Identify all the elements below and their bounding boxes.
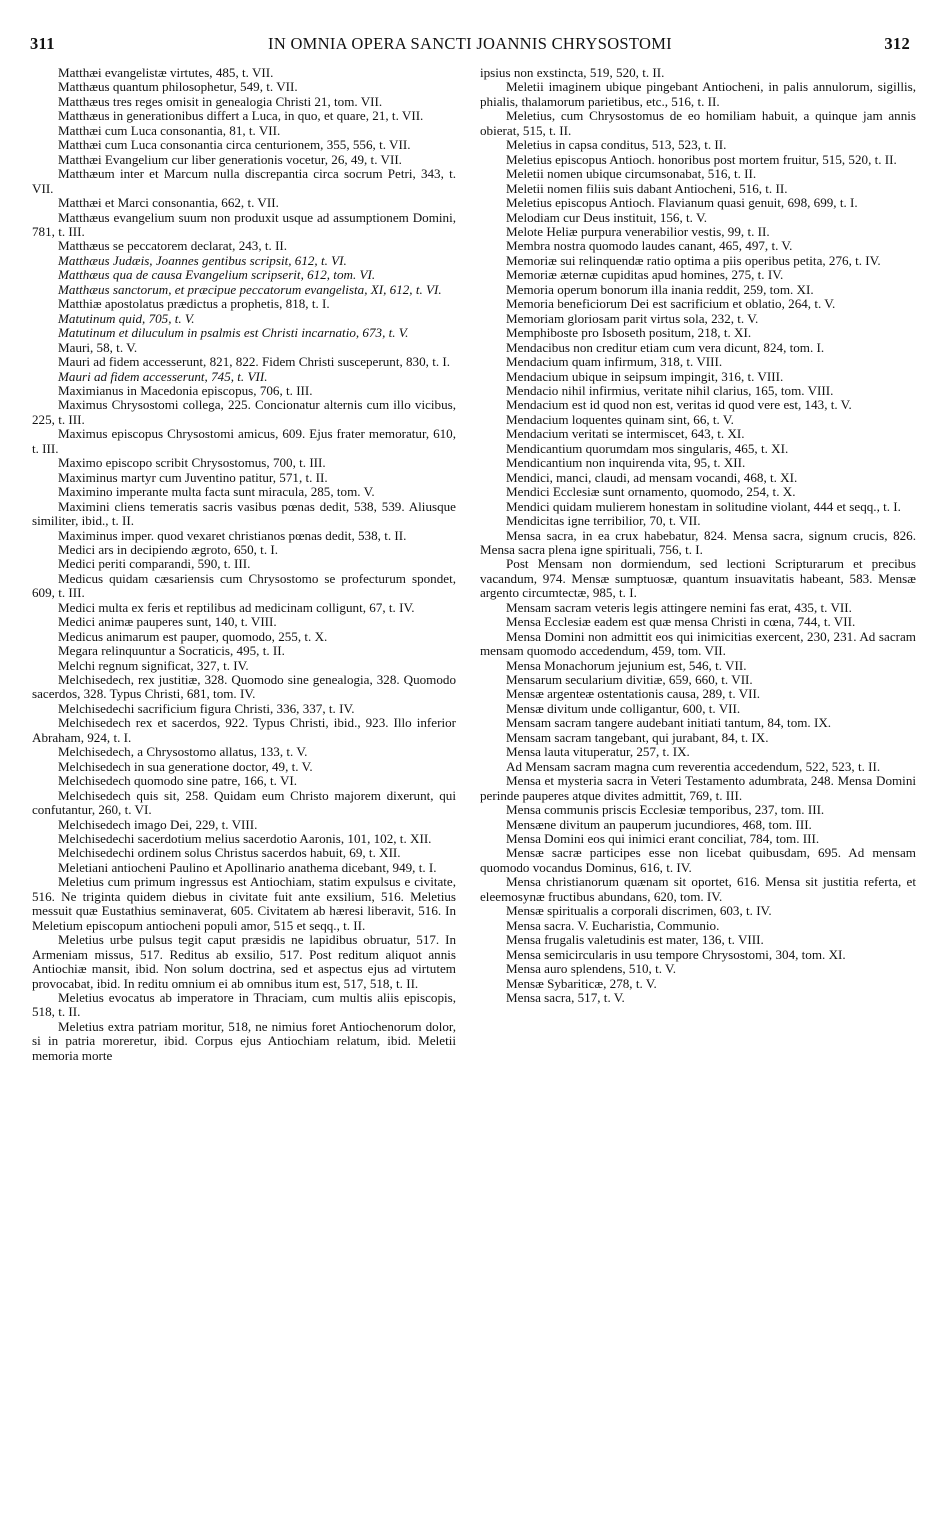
index-entry: Maximianus in Macedonia episcopus, 706, t. III. (58, 382, 313, 398)
index-entry: Mendicantium non inquirenda vita, 95, t. XII. (506, 455, 746, 471)
index-entry: Mensa semicircularis in usu tempore Chrysostomi, 304, tom. XI. (506, 946, 846, 962)
index-entry: Memoriam gloriosam parit virtus sola, 232, t. V. (506, 310, 759, 326)
index-entry: Melchisedech, rex justitiæ, 328. Quomodo sine genealogia, 328. Quomodo sacerdos, 328. Typus Christi, 681, tom. IV. (32, 672, 456, 702)
index-entry: Matutinum quid, 705, t. V. (58, 310, 195, 326)
index-entry: Matthæus sanctorum, et præcipue peccatorum evangelista, XI, 612, t. VI. (58, 281, 442, 297)
index-entry: Mauri, 58, t. V. (58, 339, 138, 355)
right-column (480, 66, 916, 1526)
index-entry: Meletii nomen filiis suis dabant Antiocheni, 516, t. II. (506, 180, 788, 196)
index-entry: Memoriæ æternæ cupiditas apud homines, 275, t. IV. (506, 267, 784, 283)
index-entry: Mendacio nihil infirmius, veritate nihil clarius, 165, tom. VIII. (506, 382, 834, 398)
index-entry: Mensæ argenteæ ostentationis causa, 289, t. VII. (506, 686, 761, 702)
index-entry: Memphiboste pro Isboseth positum, 218, t. XI. (506, 325, 752, 341)
index-entry: Melchisedech, a Chrysostomo allatus, 133, t. V. (58, 744, 308, 760)
index-entry: Mensa Domini non admittit eos qui inimicitias exercent, 230, 231. Ad sacram mensam quomodo accedendum, 459, tom. VII. (480, 628, 916, 659)
index-entry: Maximo episcopo scribit Chrysostomus, 700, t. III. (58, 455, 326, 471)
index-entry: Melchisedechi sacerdotium melius sacerdotio Aaronis, 101, 102, t. XII. (58, 831, 432, 847)
index-entry: Melodiam cur Deus instituit, 156, t. V. (506, 209, 708, 225)
index-entry: Medici ars in decipiendo ægroto, 650, t. I. (58, 541, 279, 557)
index-entry: Meletii nomen ubique circumsonabat, 516, t. II. (506, 166, 757, 182)
index-entry: Melchisedech quis sit, 258. Quidam eum Christo majorem dixerunt, qui confutantur, 260, t. VI. (32, 787, 456, 818)
index-entry: Mauri ad fidem accesserunt, 745, t. VII. (58, 368, 268, 384)
index-entry: Maximus episcopus Chrysostomi amicus, 609. Ejus frater memoratur, 610, t. III. (32, 426, 456, 456)
left-column (32, 66, 456, 1526)
index-entry: Mensam sacram tangere audebant initiati tantum, 84, tom. IX. (506, 715, 832, 731)
index-entry: Membra nostra quomodo laudes canant, 465, 497, t. V. (506, 238, 793, 254)
index-entry: Matthæus in generationibus differt a Luca, in quo, et quare, 21, t. VII. (58, 108, 424, 124)
index-entry: Mensæ Sybariticæ, 278, t. V. (506, 975, 657, 991)
index-entry: Melchisedechi sacrificium figura Christi, 336, 337, t. IV. (58, 700, 355, 716)
index-entry: Medici animæ pauperes sunt, 140, t. VIII. (58, 614, 277, 630)
index-entry: Matthæi cum Luca consonantia, 81, t. VII. (58, 122, 281, 138)
index-entry: Matthæi cum Luca consonantia circa centurionem, 355, 556, t. VII. (58, 137, 411, 153)
index-entry: Memoria beneficiorum Dei est sacrificium et oblatio, 264, t. V. (506, 296, 836, 312)
index-entry: Matthiæ apostolatus prædictus a prophetis, 818, t. I. (58, 296, 330, 312)
index-entry: Mensæ divitum unde colligantur, 600, t. VII. (506, 700, 741, 716)
index-entry: Meletii imaginem ubique pingebant Antiocheni, in palis annulorum, sigillis, phialis, thalamorum parietibus, etc., 516, t. II. (480, 79, 916, 109)
index-entry: Mendici Ecclesiæ sunt ornamento, quomodo, 254, t. X. (506, 484, 796, 500)
index-entry: Mensa Ecclesiæ eadem est quæ mensa Christi in cœna, 744, t. VII. (506, 614, 856, 630)
index-entry: Mendacium est id quod non est, veritas id quod vere est, 143, t. V. (506, 397, 852, 413)
index-entry: Mensa Monachorum jejunium est, 546, t. VII. (506, 657, 747, 673)
index-entry: ipsius non exstincta, 519, 520, t. II. (480, 66, 665, 80)
index-entry: Mensa Domini eos qui inimici erant conciliat, 784, tom. III. (506, 831, 820, 847)
index-entry: Mendacium veritati se intermiscet, 643, t. XI. (506, 426, 745, 442)
index-entry: Meletius episcopus Antioch. honoribus post mortem fruitur, 515, 520, t. II. (506, 151, 897, 167)
index-entry: Matthæus Judæis, Joannes gentibus scripsit, 612, t. VI. (58, 252, 347, 268)
index-entry: Post Mensam non dormiendum, sed lectioni Scripturarum et precibus vacandum, 974. Mensæ sumptuosæ, quantum insuavitatis habeant, 583. Mensæ argento circumtectæ, 985, t. I. (480, 556, 916, 601)
index-entry: Mensæ spiritualis a corporali discrimen, 603, t. IV. (506, 903, 772, 919)
index-entry: Melchisedech quomodo sine patre, 166, t. VI. (58, 773, 298, 789)
index-entry: Maximino imperante multa facta sunt miracula, 285, tom. V. (58, 484, 375, 500)
index-entry: Mendicitas igne terribilior, 70, t. VII. (506, 513, 701, 529)
index-entry: Maximinus martyr cum Juventino patitur, 571, t. II. (58, 469, 328, 485)
index-entry: Mendici quidam mulierem honestam in solitudine violant, 444 et seqq., t. I. (506, 498, 901, 514)
index-entry: Meletius urbe pulsus tegit caput præsidis ne lapidibus obruatur, 517. In Armeniam missus, 517. Reditus ab exsilio, 517. Post reditum aliquot annis Antiochiæ mansit, ibid. Non solum doctrina, sed et aspectus ejus ad virtutem provocabat, ibid. In reditu omnium ei ab omnibus itum est, 517, 518, t. II. (32, 932, 456, 991)
index-entry: Meletius, cum Chrysostomus de eo homiliam habuit, a quinque jam annis obierat, 515, t. II. (480, 108, 916, 138)
index-entry: Matthæi Evangelium cur liber generationis vocetur, 26, 49, t. VII. (58, 151, 402, 167)
index-entry: Mensa frugalis valetudinis est mater, 136, t. VIII. (506, 932, 764, 948)
index-entry: Melchisedech rex et sacerdos, 922. Typus Christi, ibid., 923. Illo inferior Abraham, 924, t. I. (32, 715, 456, 745)
index-entry: Matthæus qua de causa Evangelium scripserit, 612, tom. VI. (58, 267, 376, 283)
index-entry: Mensa sacra, in ea crux habebatur, 824. Mensa sacra, signum crucis, 826. Mensa sacra plena igne spirituali, 756, t. I. (480, 527, 916, 557)
index-entry: Medicus animarum est pauper, quomodo, 255, t. X. (58, 628, 328, 644)
index-entry: Medici periti comparandi, 590, t. III. (58, 556, 251, 572)
index-entry: Maximinus imper. quod vexaret christianos pœnas dedit, 538, t. II. (58, 527, 407, 543)
index-entry: Matthæus evangelium suum non produxit usque ad assumptionem Domini, 781, t. III. (32, 209, 456, 239)
index-entry: Melote Heliæ purpura venerabilior vestis, 99, t. II. (506, 223, 770, 239)
index-entry: Meletius evocatus ab imperatore in Thraciam, cum multis aliis episcopis, 518, t. II. (32, 990, 456, 1020)
index-entry: Melchisedechi ordinem solus Christus sacerdos habuit, 69, t. XII. (58, 845, 401, 861)
index-entry: Matthæi evangelistæ virtutes, 485, t. VII. (58, 66, 274, 80)
index-entry: Matthæus quantum philosophetur, 549, t. VII. (58, 79, 298, 95)
index-entry: Medicus quidam cæsariensis cum Chrysostomo se profecturum spondet, 609, t. III. (32, 570, 456, 601)
index-entry: Mendicantium quorumdam mos singularis, 465, t. XI. (506, 440, 789, 456)
index-entry: Melchisedech imago Dei, 229, t. VIII. (58, 816, 258, 832)
index-entry: Maximini cliens temeratis sacris vasibus pœnas dedit, 538, 539. Aliusque similiter, ibid., t. II. (32, 498, 456, 529)
index-entry: Mensa communis priscis Ecclesiæ temporibus, 237, tom. III. (506, 802, 825, 818)
index-entry: Mensa sacra, 517, t. V. (506, 990, 625, 1005)
index-entry: Ad Mensam sacram magna cum reverentia accedendum, 522, 523, t. II. (506, 758, 881, 774)
index-entry: Matthæus tres reges omisit in genealogia Christi 21, tom. VII. (58, 93, 383, 109)
index-entry: Mensa christianorum quænam sit oportet, 616. Mensa sit justitia referta, et eleemosynæ fructibus abundans, 620, tom. IV. (480, 874, 916, 904)
index-entry: Mensæ sacræ participes esse non licebat quibusdam, 695. Ad mensam quomodo vocandus Dominus, 616, t. IV. (480, 845, 916, 875)
index-entry: Mendacium quam infirmum, 318, t. VIII. (506, 354, 723, 370)
index-entry: Matthæus se peccatorem declarat, 243, t. II. (58, 238, 288, 254)
index-entry: Mensam sacram veteris legis attingere nemini fas erat, 435, t. VII. (506, 599, 852, 615)
index-entry: Mendacibus non creditur etiam cum vera dicunt, 824, tom. I. (506, 339, 825, 355)
index-entry: Megara relinquuntur a Socraticis, 495, t. II. (58, 643, 285, 659)
index-entry: Meletiani antiocheni Paulino et Apollinario anathema dicebant, 949, t. I. (58, 859, 437, 875)
index-entry: Mensa sacra. V. Eucharistia, Communio. (506, 917, 720, 933)
index-entry: Meletius episcopus Antioch. Flavianum quasi genuit, 698, 699, t. I. (506, 195, 858, 211)
index-entry: Meletius extra patriam moritur, 518, ne nimius foret Antiochenorum dolor, si in patria moreretur, ibid. Corpus ejus Antiochiam relatum, ibid. Meletii memoria morte (32, 1018, 456, 1063)
page-header (30, 34, 910, 58)
index-entry: Memoriæ sui relinquendæ ratio optima a piis operibus petita, 276, t. IV. (506, 252, 881, 268)
index-entry: Mendacium ubique in seipsum impingit, 316, t. VIII. (506, 368, 784, 384)
index-entry: Matthæum inter et Marcum nulla discrepantia circa socrum Petri, 343, t. VII. (32, 166, 456, 196)
index-entry: Medici multa ex feris et reptilibus ad medicinam colligunt, 67, t. IV. (58, 599, 415, 615)
running-title: IN OMNIA OPERA SANCTI JOANNIS CHRYSOSTOMI (268, 34, 672, 53)
index-entry: Mensa lauta vituperatur, 257, t. IX. (506, 744, 690, 760)
index-entry: Mauri ad fidem accesserunt, 821, 822. Fidem Christi susceperunt, 830, t. I. (58, 354, 451, 370)
index-entry: Mendacium loquentes quinam sint, 66, t. V. (506, 411, 734, 427)
index-entry: Mendici, manci, claudi, ad mensam vocandi, 468, t. XI. (506, 469, 798, 485)
index-entry: Meletius cum primum ingressus est Antiochiam, statim expulsus e civitate, 516. Ne triginta quidem diebus in civitate fuit ante exsilium, 516. Meletius messuit quæ Eustathius seminaverat, 605. Civitatem ab hæresi liberavit, 516. In Meletium episcopum antiocheni populi amor, 515 et seqq., t. II. (32, 874, 456, 933)
index-entry: Matthæi et Marci consonantia, 662, t. VII. (58, 195, 279, 211)
index-entry: Memoria operum bonorum illa inania reddit, 259, tom. XI. (506, 281, 814, 297)
index-entry: Mensa et mysteria sacra in Veteri Testamento adumbrata, 248. Mensa Domini perinde pauperes atque divites admittit, 769, t. III. (480, 773, 916, 803)
index-entry: Mensæne divitum an pauperum jucundiores, 468, tom. III. (506, 816, 812, 832)
page-number-right: 312 (884, 34, 910, 53)
index-entry: Maximus Chrysostomi collega, 225. Concionatur alternis cum illo vicibus, 225, t. III. (32, 397, 456, 427)
index-entry: Mensarum secularium divitiæ, 659, 660, t. VII. (506, 672, 753, 688)
index-entry: Matutinum et diluculum in psalmis est Christi incarnatio, 673, t. V. (58, 325, 409, 341)
index-entry: Melchisedech in sua generatione doctor, 49, t. V. (58, 758, 313, 774)
index-entry: Meletius in capsa conditus, 513, 523, t. II. (506, 137, 727, 153)
page-number-left: 311 (30, 34, 55, 53)
index-entry: Mensam sacram tangebant, qui jurabant, 84, t. IX. (506, 729, 769, 745)
index-entry: Mensa auro splendens, 510, t. V. (506, 961, 677, 977)
index-entry: Melchi regnum significat, 327, t. IV. (58, 657, 249, 673)
